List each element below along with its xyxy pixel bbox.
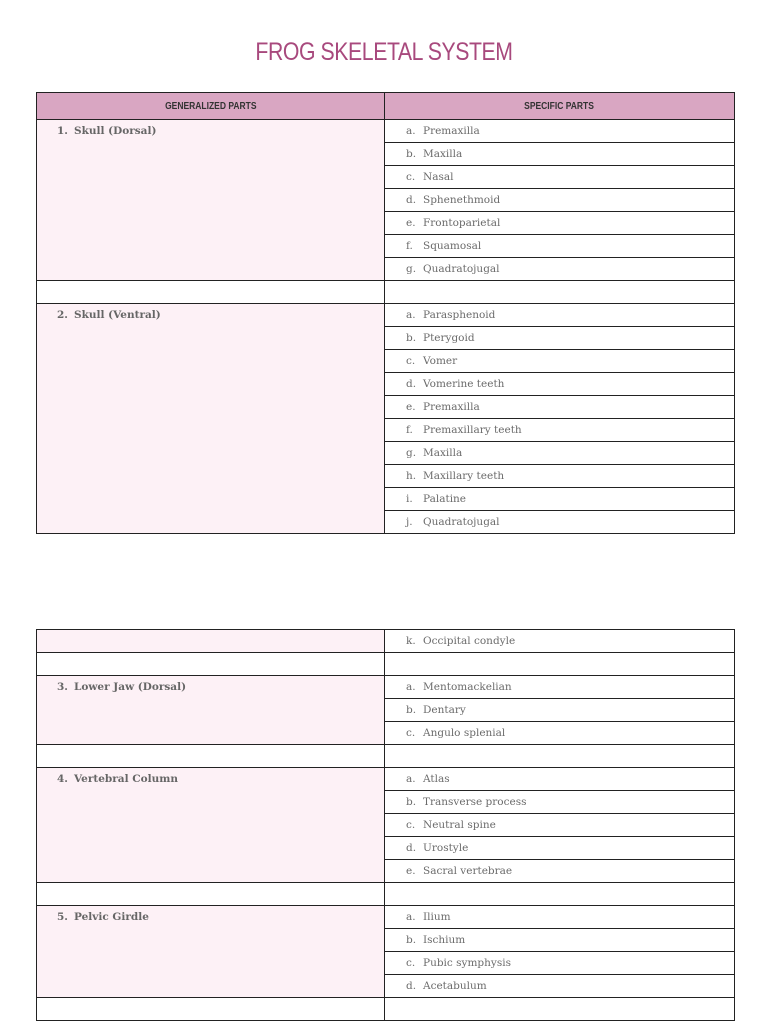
- specific-part-cell: [385, 488, 735, 511]
- specific-part-cell: [385, 768, 735, 791]
- specific-part-name: Ilium: [423, 911, 451, 923]
- spacer-row: [37, 745, 735, 768]
- generalized-part-name: Vertebral Column: [74, 773, 178, 785]
- item-letter: e.: [406, 865, 416, 877]
- specific-part-cell: [385, 166, 735, 189]
- specific-part-name: Maxilla: [423, 447, 463, 459]
- item-letter: j.: [406, 516, 413, 528]
- item-letter: b.: [406, 796, 417, 808]
- empty-cell: [37, 883, 385, 906]
- specific-part-cell: [385, 419, 735, 442]
- specific-part-cell: [385, 952, 735, 975]
- generalized-part-cell: [37, 120, 385, 281]
- item-letter: b.: [406, 704, 417, 716]
- item-letter: d.: [406, 194, 417, 206]
- specific-part-cell: [385, 676, 735, 699]
- spacer-row: [37, 281, 735, 304]
- specific-part-cell: [385, 304, 735, 327]
- table-row: [37, 630, 735, 653]
- specific-part-cell: [385, 350, 735, 373]
- item-letter: e.: [406, 217, 416, 229]
- item-letter: f.: [406, 424, 413, 436]
- specific-part-name: Sphenethmoid: [423, 194, 501, 206]
- specific-part-name: Squamosal: [423, 240, 482, 252]
- specific-part-cell: [385, 860, 735, 883]
- empty-cell: [37, 745, 385, 768]
- specific-part-name: Premaxilla: [423, 401, 480, 413]
- skeletal-parts-table-continued: [36, 629, 735, 1021]
- specific-part-cell: [385, 465, 735, 488]
- item-letter: b.: [406, 332, 417, 344]
- part-number: 3.: [57, 681, 68, 693]
- empty-cell: [37, 998, 385, 1021]
- generalized-part-cell: [37, 304, 385, 534]
- specific-part-cell: [385, 212, 735, 235]
- generalized-part-cell: [37, 768, 385, 883]
- spacer-row: [37, 653, 735, 676]
- specific-part-cell: [385, 327, 735, 350]
- item-letter: a.: [406, 125, 416, 137]
- generalized-part-cell: [37, 906, 385, 998]
- specific-part-name: Palatine: [423, 493, 467, 505]
- specific-part-cell: [385, 235, 735, 258]
- item-letter: c.: [406, 727, 416, 739]
- item-letter: c.: [406, 355, 416, 367]
- table-row: [37, 304, 735, 327]
- specific-part-name: Quadratojugal: [423, 516, 500, 528]
- specific-part-cell: [385, 791, 735, 814]
- specific-part-name: Neutral spine: [423, 819, 496, 831]
- spacer-row: [37, 883, 735, 906]
- specific-part-cell: [385, 396, 735, 419]
- specific-part-cell: [385, 722, 735, 745]
- item-letter: b.: [406, 934, 417, 946]
- empty-cell: [37, 281, 385, 304]
- item-letter: i.: [406, 493, 413, 505]
- item-letter: c.: [406, 819, 416, 831]
- item-letter: d.: [406, 980, 417, 992]
- generalized-part-cell: [37, 676, 385, 745]
- item-letter: b.: [406, 148, 417, 160]
- table-row: [37, 120, 735, 143]
- empty-cell: [385, 745, 735, 768]
- specific-part-cell: [385, 814, 735, 837]
- specific-part-name: Parasphenoid: [423, 309, 496, 321]
- specific-part-name: Pubic symphysis: [423, 957, 511, 969]
- specific-part-name: Maxilla: [423, 148, 463, 160]
- specific-part-cell: [385, 906, 735, 929]
- table-row: [37, 768, 735, 791]
- table-row: [37, 906, 735, 929]
- specific-part-name: Atlas: [423, 773, 450, 785]
- specific-part-name: Premaxilla: [423, 125, 480, 137]
- item-letter: c.: [406, 171, 416, 183]
- specific-part-name: Dentary: [423, 704, 466, 716]
- empty-cell: [385, 281, 735, 304]
- item-letter: k.: [406, 635, 416, 647]
- empty-cell: [385, 653, 735, 676]
- empty-cell: [385, 998, 735, 1021]
- specific-part-name: Vomer: [423, 355, 458, 367]
- specific-part-cell: [385, 837, 735, 860]
- specific-part-name: Sacral vertebrae: [423, 865, 513, 877]
- part-number: 4.: [57, 773, 68, 785]
- spacer-row: [37, 998, 735, 1021]
- item-letter: a.: [406, 911, 416, 923]
- item-letter: a.: [406, 309, 416, 321]
- specific-part-cell: [385, 699, 735, 722]
- specific-part-name: Premaxillary teeth: [423, 424, 522, 436]
- item-letter: a.: [406, 681, 416, 693]
- specific-part-cell: [385, 258, 735, 281]
- part-number: 1.: [57, 125, 68, 137]
- specific-part-name: Vomerine teeth: [423, 378, 505, 390]
- specific-part-cell: [385, 189, 735, 212]
- specific-part-cell: [385, 442, 735, 465]
- specific-part-name: Angulo splenial: [423, 727, 506, 739]
- item-letter: h.: [406, 470, 417, 482]
- generalized-part-name: Skull (Dorsal): [74, 125, 157, 137]
- table-header-row: [37, 93, 735, 120]
- specific-part-cell: [385, 143, 735, 166]
- generalized-parts-header: GENERALIZED PARTS: [37, 93, 385, 120]
- table-row: [37, 676, 735, 699]
- specific-part-name: Ischium: [423, 934, 466, 946]
- empty-cell: [37, 653, 385, 676]
- item-letter: d.: [406, 378, 417, 390]
- item-letter: d.: [406, 842, 417, 854]
- specific-part-name: Transverse process: [423, 796, 527, 808]
- specific-part-name: Mentomackelian: [423, 681, 512, 693]
- specific-part-name: Occipital condyle: [423, 635, 516, 647]
- generalized-part-name: Lower Jaw (Dorsal): [74, 681, 187, 693]
- specific-part-name: Quadratojugal: [423, 263, 500, 275]
- part-number: 5.: [57, 911, 68, 923]
- specific-part-cell: [385, 630, 735, 653]
- specific-part-name: Frontoparietal: [423, 217, 501, 229]
- specific-part-cell: [385, 120, 735, 143]
- specific-part-name: Maxillary teeth: [423, 470, 505, 482]
- specific-part-cell: [385, 511, 735, 534]
- generalized-part-cell: [37, 630, 385, 653]
- generalized-part-name: Pelvic Girdle: [74, 911, 149, 923]
- empty-cell: [385, 883, 735, 906]
- specific-part-name: Pterygoid: [423, 332, 475, 344]
- part-number: 2.: [57, 309, 68, 321]
- specific-part-name: Acetabulum: [423, 980, 487, 992]
- specific-parts-header: SPECIFIC PARTS: [385, 93, 735, 120]
- skeletal-parts-table: [36, 92, 735, 534]
- specific-part-name: Nasal: [423, 171, 454, 183]
- item-letter: f.: [406, 240, 413, 252]
- specific-part-cell: [385, 373, 735, 396]
- specific-part-cell: [385, 975, 735, 998]
- page-title: FROG SKELETAL SYSTEM: [255, 38, 513, 66]
- item-letter: g.: [406, 447, 417, 459]
- item-letter: e.: [406, 401, 416, 413]
- specific-part-cell: [385, 929, 735, 952]
- item-letter: a.: [406, 773, 416, 785]
- specific-part-name: Urostyle: [423, 842, 469, 854]
- item-letter: c.: [406, 957, 416, 969]
- generalized-part-name: Skull (Ventral): [74, 309, 161, 321]
- item-letter: g.: [406, 263, 417, 275]
